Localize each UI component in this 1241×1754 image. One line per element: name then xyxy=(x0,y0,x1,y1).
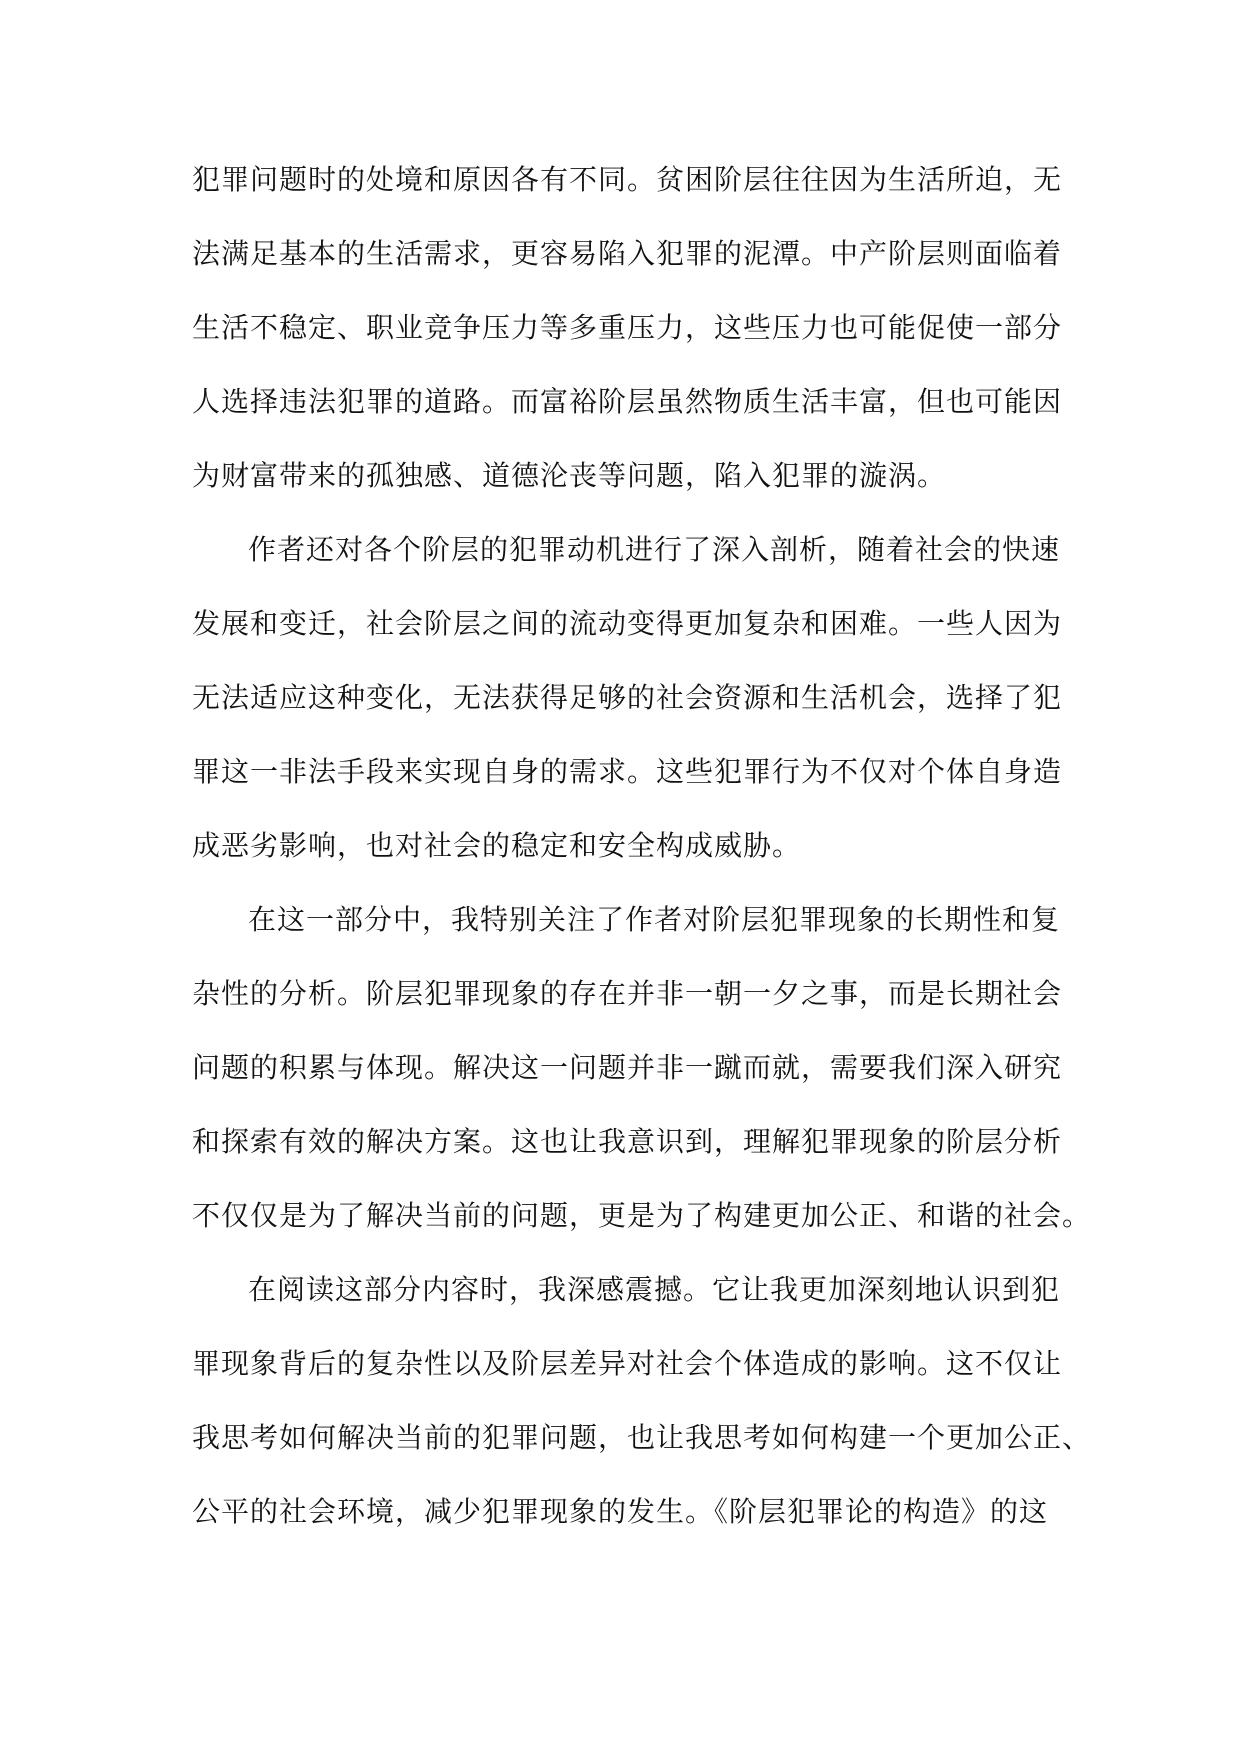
paragraph-2 xyxy=(192,520,1063,890)
text-line: 罪这一非法手段来实现自身的需求。这些犯罪行为不仅对个体自身造 xyxy=(192,755,1063,788)
text-line: 为财富带来的孤独感、道德沦丧等问题，陷入犯罪的漩涡。 xyxy=(192,459,947,492)
text-line: 生活不稳定、职业竞争压力等多重压力，这些压力也可能促使一部分 xyxy=(192,311,1063,344)
text-line: 杂性的分析。阶层犯罪现象的存在并非一朝一夕之事，而是长期社会 xyxy=(192,977,1063,1010)
text-line: 在阅读这部分内容时，我深感震撼。它让我更加深刻地认识到犯 xyxy=(248,1273,1061,1306)
text-line: 和探索有效的解决方案。这也让我意识到，理解犯罪现象的阶层分析 xyxy=(192,1125,1063,1158)
paragraph-1 xyxy=(192,150,1063,520)
text-line: 公平的社会环境，减少犯罪现象的发生。《阶层犯罪论的构造》的这 xyxy=(192,1495,1049,1528)
paragraph-3 xyxy=(192,890,1092,1260)
text-line: 人选择违法犯罪的道路。而富裕阶层虽然物质生活丰富，但也可能因 xyxy=(192,385,1063,418)
text-line: 发展和变迁，社会阶层之间的流动变得更加复杂和困难。一些人因为 xyxy=(192,607,1063,640)
text-line: 法满足基本的生活需求，更容易陷入犯罪的泥潭。中产阶层则面临着 xyxy=(192,237,1063,270)
text-line: 在这一部分中，我特别关注了作者对阶层犯罪现象的长期性和复 xyxy=(248,903,1061,936)
text-line: 作者还对各个阶层的犯罪动机进行了深入剖析，随着社会的快速 xyxy=(248,533,1061,566)
paragraph-4 xyxy=(192,1260,1092,1556)
text-line: 成恶劣影响，也对社会的稳定和安全构成威胁。 xyxy=(192,829,802,862)
text-line: 我思考如何解决当前的犯罪问题，也让我思考如何构建一个更加公正、 xyxy=(192,1421,1092,1454)
text-line: 无法适应这种变化，无法获得足够的社会资源和生活机会，选择了犯 xyxy=(192,681,1063,714)
text-line: 罪现象背后的复杂性以及阶层差异对社会个体造成的影响。这不仅让 xyxy=(192,1347,1063,1380)
document-body xyxy=(192,150,1092,1556)
text-line: 问题的积累与体现。解决这一问题并非一蹴而就，需要我们深入研究 xyxy=(192,1051,1063,1084)
text-line: 不仅仅是为了解决当前的问题，更是为了构建更加公正、和谐的社会。 xyxy=(192,1199,1092,1232)
text-line: 犯罪问题时的处境和原因各有不同。贫困阶层往往因为生活所迫，无 xyxy=(192,163,1063,196)
